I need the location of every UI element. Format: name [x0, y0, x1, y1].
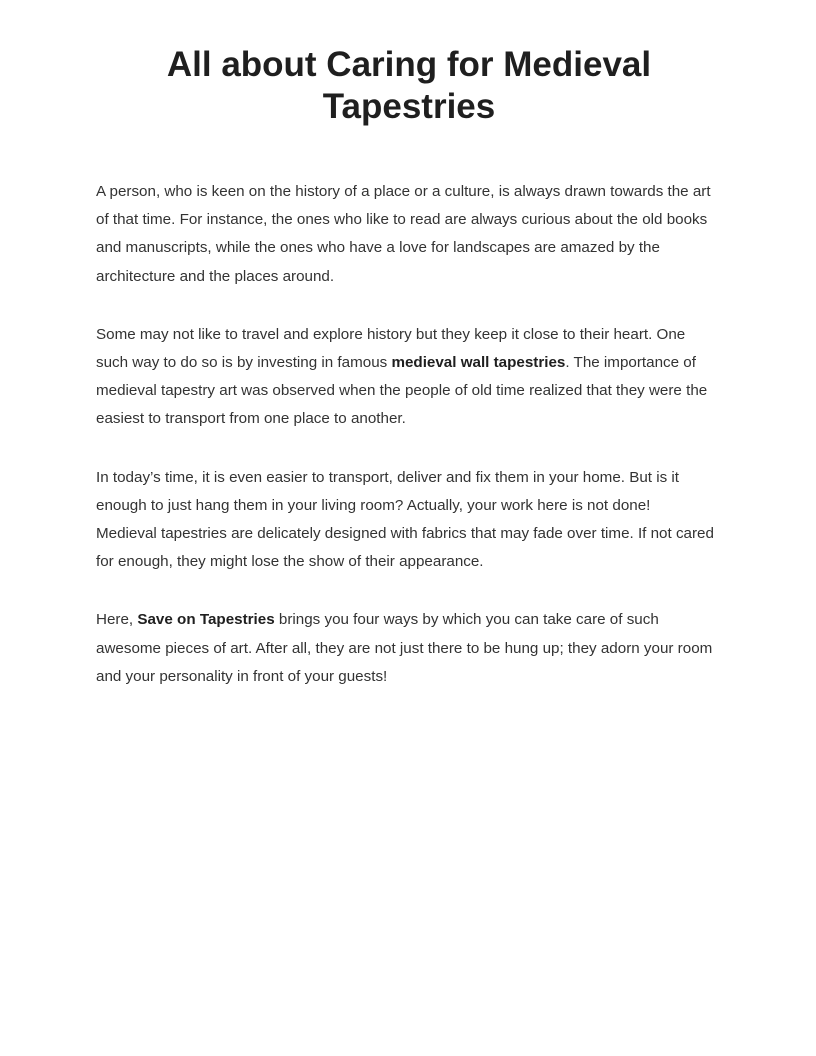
paragraph-line: of that time. For instance, the ones who like to read are always curious about the old books — [96, 211, 708, 229]
paragraph-line: for enough, they might lose the show of their appearance. — [96, 553, 484, 571]
text-segment: such way to do so is by investing in famous — [96, 354, 392, 372]
paragraph-line: Medieval tapestries are delicately designed with fabrics that may fade over time. If not cared — [96, 525, 714, 543]
bold-keyword-medieval-wall-tapestries: medieval wall tapestries — [391, 354, 566, 372]
paragraph-history — [96, 321, 722, 434]
article-body — [96, 178, 722, 691]
paragraph-line: architecture and the places around. — [96, 267, 335, 285]
paragraph-line: awesome pieces of art. After all, they are not just there to be hung up; they adorn your room — [96, 639, 713, 657]
document-page — [96, 44, 722, 721]
paragraph-line: and manuscripts, while the ones who have a love for landscapes are amazed by the — [96, 239, 660, 257]
title-line: Tapestries — [322, 87, 496, 126]
paragraph-line — [96, 349, 722, 377]
page-title — [96, 44, 722, 128]
paragraph-line: Some may not like to travel and explore history but they keep it close to their heart. One — [96, 325, 686, 343]
text-segment: . The importance of — [565, 354, 696, 372]
bold-brand-save-on-tapestries: Save on Tapestries — [137, 611, 275, 629]
paragraph-line: and your personality in front of your guests! — [96, 667, 388, 685]
paragraph-intro — [96, 178, 722, 291]
text-segment: brings you four ways by which you can take care of such — [274, 611, 659, 629]
text-segment: Here, — [96, 611, 138, 629]
paragraph-line: enough to just hang them in your living room? Actually, your work here is not done! — [96, 496, 651, 514]
paragraph-care — [96, 464, 722, 577]
paragraph-line: easiest to transport from one place to another. — [96, 410, 406, 428]
paragraph-line: A person, who is keen on the history of a place or a culture, is always drawn towards the art — [96, 183, 711, 200]
paragraph-line — [96, 606, 722, 634]
paragraph-line: In today’s time, it is even easier to transport, deliver and fix them in your home. But is it — [96, 468, 680, 486]
paragraph-closing — [96, 606, 722, 691]
title-line: All about Caring for Medieval — [166, 45, 652, 84]
paragraph-line: medieval tapestry art was observed when the people of old time realized that they were the — [96, 382, 708, 400]
